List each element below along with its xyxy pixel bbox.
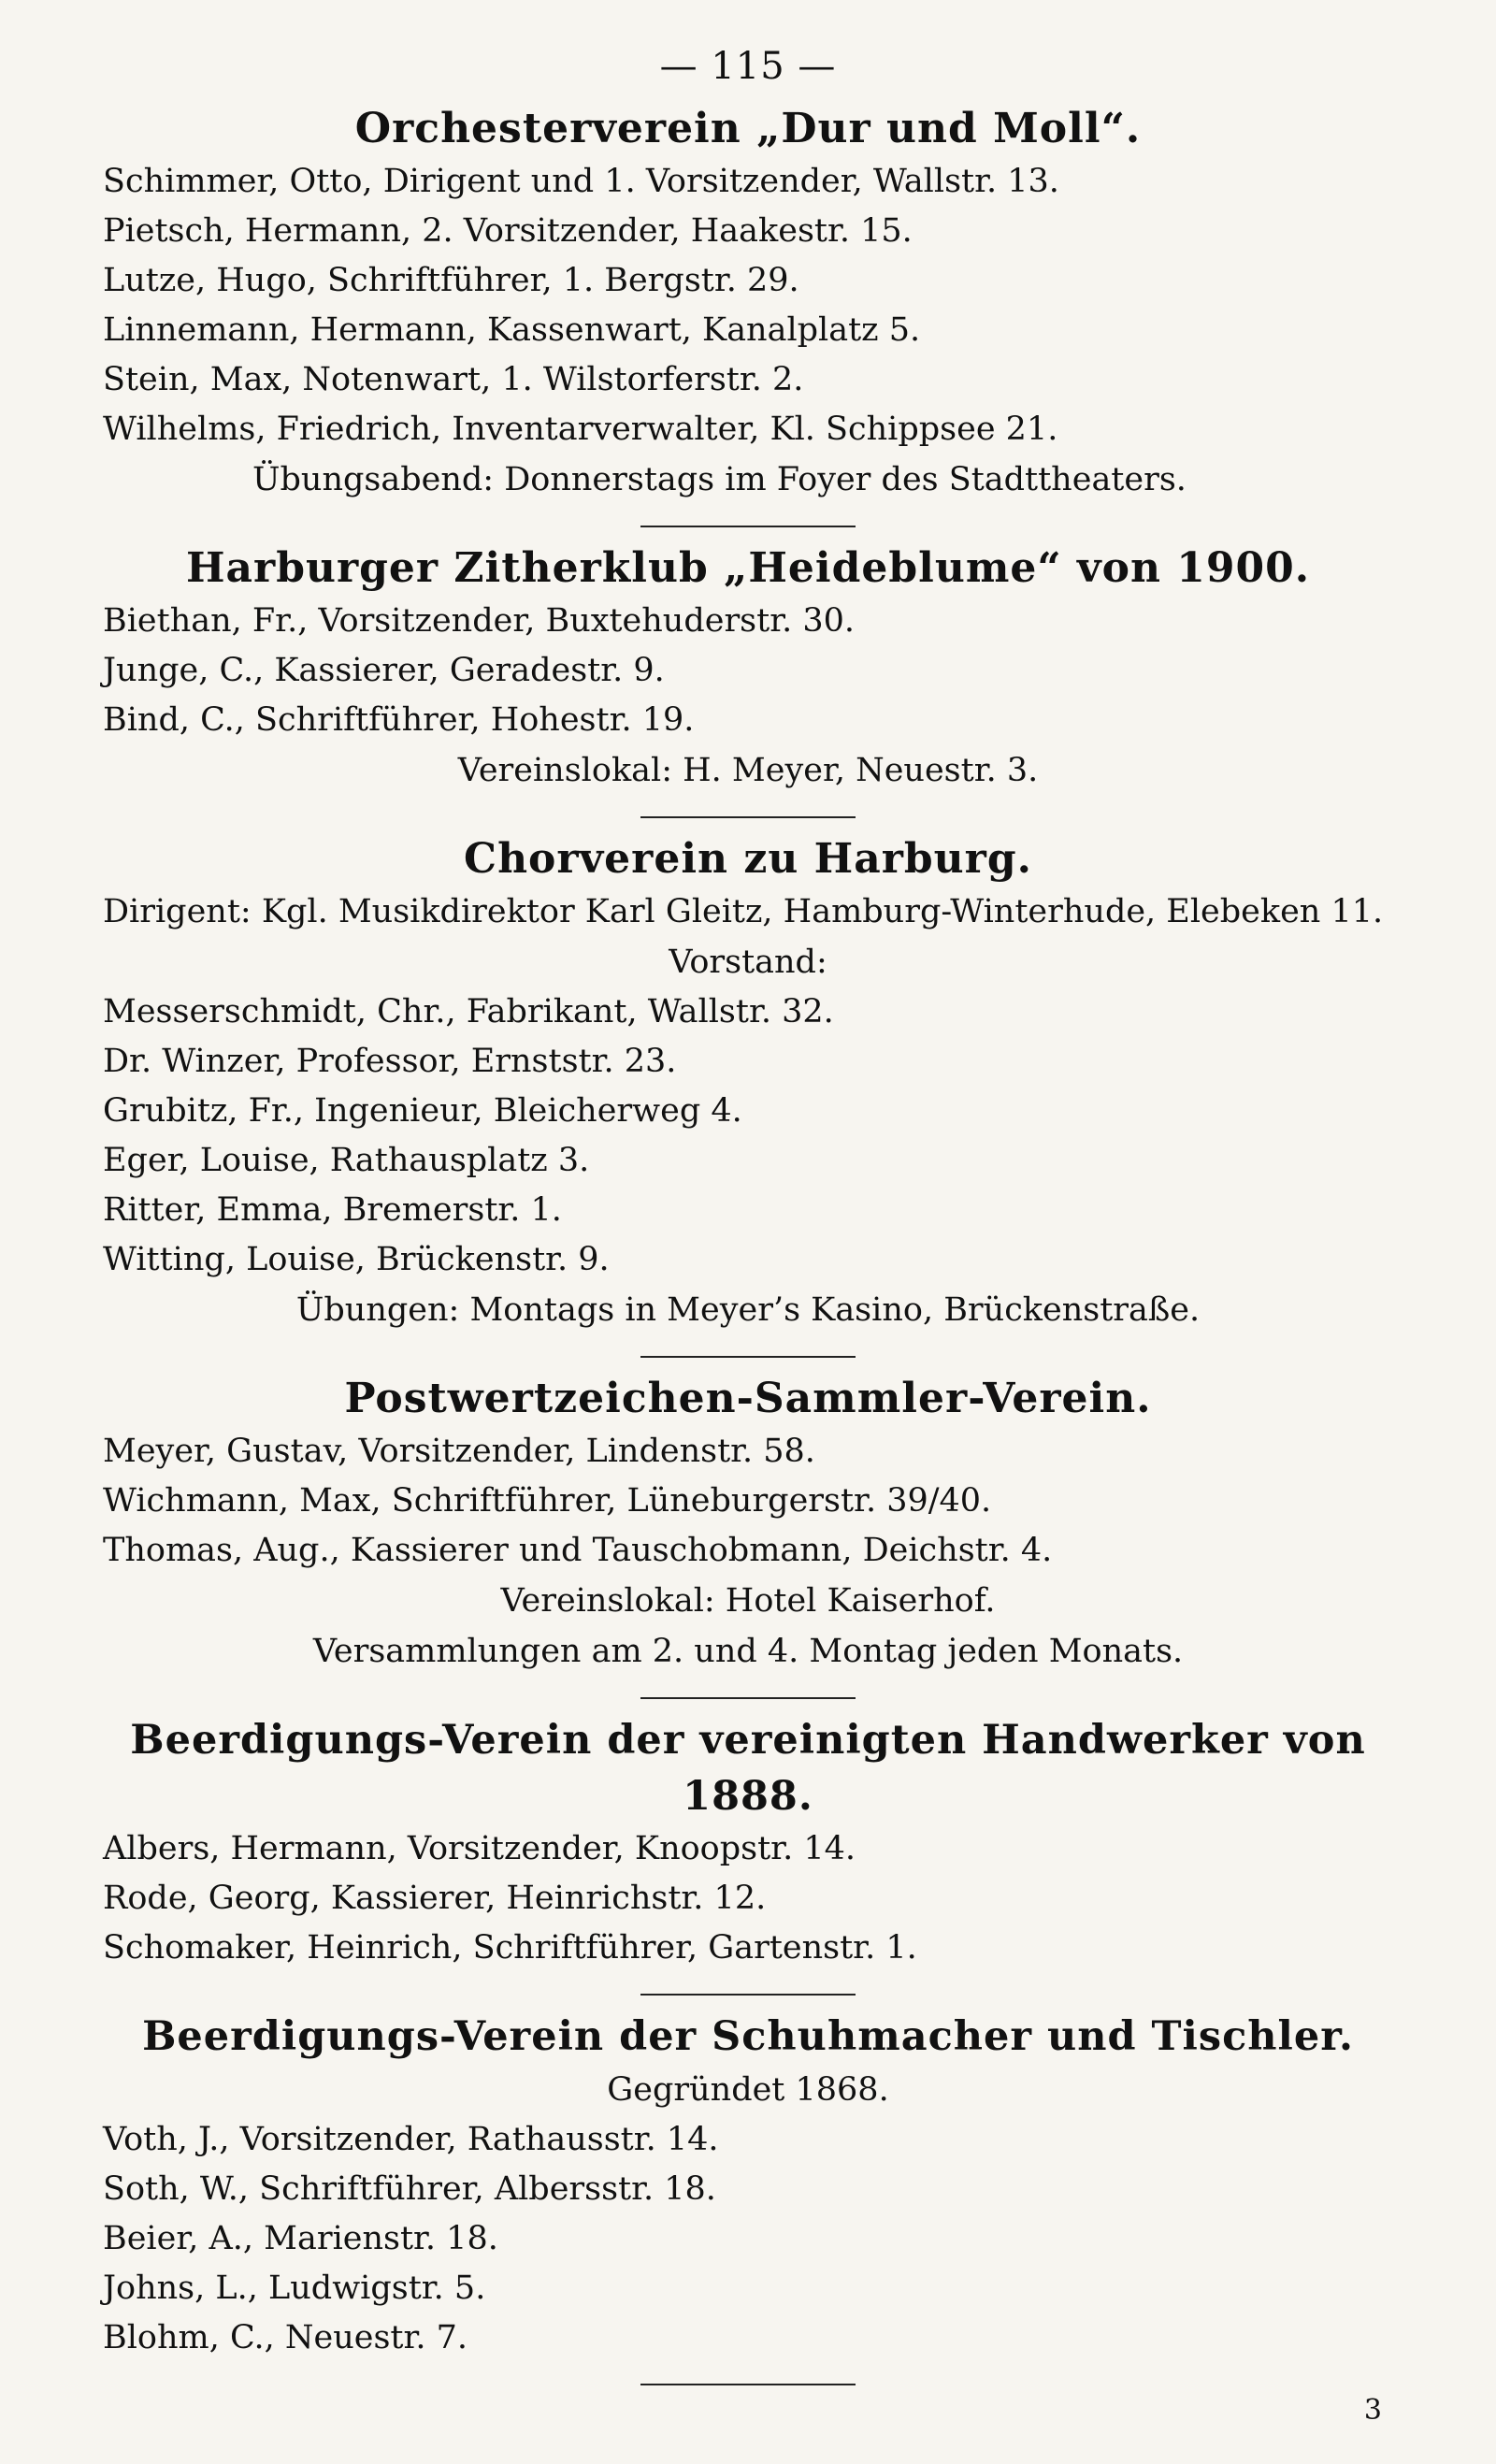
member-line: Schimmer, Otto, Dirigent und 1. Vorsitzender, Wallstr. 13. bbox=[103, 163, 1059, 200]
member-line: Johns, L., Ludwigstr. 5. bbox=[103, 2269, 486, 2307]
member-line: Linnemann, Hermann, Kassenwart, Kanalplatz 5. bbox=[103, 311, 921, 349]
section-subheading: Gegründet 1868. bbox=[607, 2071, 889, 2109]
member-line: Ritter, Emma, Bremerstr. 1. bbox=[103, 1191, 562, 1229]
member-line: Rode, Georg, Kassierer, Heinrichstr. 12. bbox=[103, 1880, 767, 1917]
member-line: Beier, A., Marienstr. 18. bbox=[103, 2220, 498, 2257]
member-line: Blohm, C., Neuestr. 7. bbox=[103, 2319, 468, 2356]
member-line: Soth, W., Schriftführer, Albersstr. 18. bbox=[103, 2170, 716, 2208]
conductor-line: Dirigent: Kgl. Musikdirektor Karl Gleitz, Hamburg-Winterhude, Elebeken 11. bbox=[103, 893, 1384, 930]
section-beerdigung-schuhmacher bbox=[103, 2009, 1393, 2363]
section-beerdigung-handwerker bbox=[103, 1712, 1393, 1973]
member-line: Meyer, Gustav, Vorsitzender, Lindenstr. 58. bbox=[103, 1433, 815, 1470]
member-line: Schomaker, Heinrich, Schriftführer, Gartenstr. 1. bbox=[103, 1929, 917, 1967]
member-line: Thomas, Aug., Kassierer und Tauschobmann, Deichstr. 4. bbox=[103, 1532, 1053, 1569]
divider-rule bbox=[640, 816, 856, 818]
section-note-2: Versammlungen am 2. und 4. Montag jeden Monats. bbox=[312, 1633, 1184, 1670]
section-title: Beerdigungs-Verein der Schuhmacher und Tischler. bbox=[142, 2013, 1354, 2060]
member-line: Bind, C., Schriftführer, Hohestr. 19. bbox=[103, 701, 695, 739]
page-number: — 115 — bbox=[659, 45, 837, 88]
section-note: Vereinslokal: Hotel Kaiserhof. bbox=[500, 1582, 996, 1620]
section-title: Postwertzeichen-Sammler-Verein. bbox=[344, 1375, 1152, 1422]
divider-rule bbox=[640, 1356, 856, 1358]
member-line: Wilhelms, Friedrich, Inventarverwalter, Kl. Schippsee 21. bbox=[103, 411, 1058, 448]
member-line: Messerschmidt, Chr., Fabrikant, Wallstr. 32. bbox=[103, 993, 834, 1030]
member-line: Albers, Hermann, Vorsitzender, Knoopstr. 14. bbox=[103, 1830, 856, 1867]
member-line: Lutze, Hugo, Schriftführer, 1. Bergstr. 29. bbox=[103, 262, 799, 299]
member-line: Wichmann, Max, Schriftführer, Lüneburgerstr. 39/40. bbox=[103, 1482, 992, 1520]
corner-mark: 3 bbox=[1363, 2394, 1382, 2427]
section-zitherklub bbox=[103, 540, 1393, 796]
member-line: Voth, J., Vorsitzender, Rathausstr. 14. bbox=[103, 2121, 719, 2158]
section-postwertzeichen bbox=[103, 1371, 1393, 1677]
section-subheading: Vorstand: bbox=[669, 944, 827, 981]
member-line: Junge, C., Kassierer, Geradestr. 9. bbox=[103, 652, 665, 689]
section-title: Beerdigungs-Verein der vereinigten Handwerker von 1888. bbox=[130, 1717, 1366, 1820]
divider-rule bbox=[640, 1994, 856, 1996]
divider-rule bbox=[640, 1697, 856, 1699]
section-title: Chorverein zu Harburg. bbox=[464, 835, 1032, 883]
divider-rule bbox=[640, 526, 856, 527]
section-note: Übungen: Montags in Meyer’s Kasino, Brückenstraße. bbox=[295, 1291, 1201, 1329]
section-note: Übungsabend: Donnerstags im Foyer des Stadttheaters. bbox=[252, 461, 1187, 498]
member-line: Stein, Max, Notenwart, 1. Wilstorferstr. 2. bbox=[103, 361, 804, 398]
section-chorverein bbox=[103, 831, 1393, 1335]
member-line: Biethan, Fr., Vorsitzender, Buxtehuderstr. 30. bbox=[103, 602, 856, 640]
member-line: Dr. Winzer, Professor, Ernststr. 23. bbox=[103, 1043, 677, 1080]
section-title: Orchesterverein „Dur und Moll“. bbox=[354, 105, 1142, 152]
section-note: Vereinslokal: H. Meyer, Neuestr. 3. bbox=[457, 752, 1039, 789]
member-line: Pietsch, Hermann, 2. Vorsitzender, Haakestr. 15. bbox=[103, 212, 913, 250]
section-orchesterverein bbox=[103, 101, 1393, 505]
member-line: Witting, Louise, Brückenstr. 9. bbox=[103, 1241, 610, 1278]
divider-rule bbox=[640, 2384, 856, 2385]
member-line: Eger, Louise, Rathausplatz 3. bbox=[103, 1142, 590, 1179]
member-line: Grubitz, Fr., Ingenieur, Bleicherweg 4. bbox=[103, 1092, 742, 1130]
section-title: Harburger Zitherklub „Heideblume“ von 1900. bbox=[185, 544, 1311, 592]
